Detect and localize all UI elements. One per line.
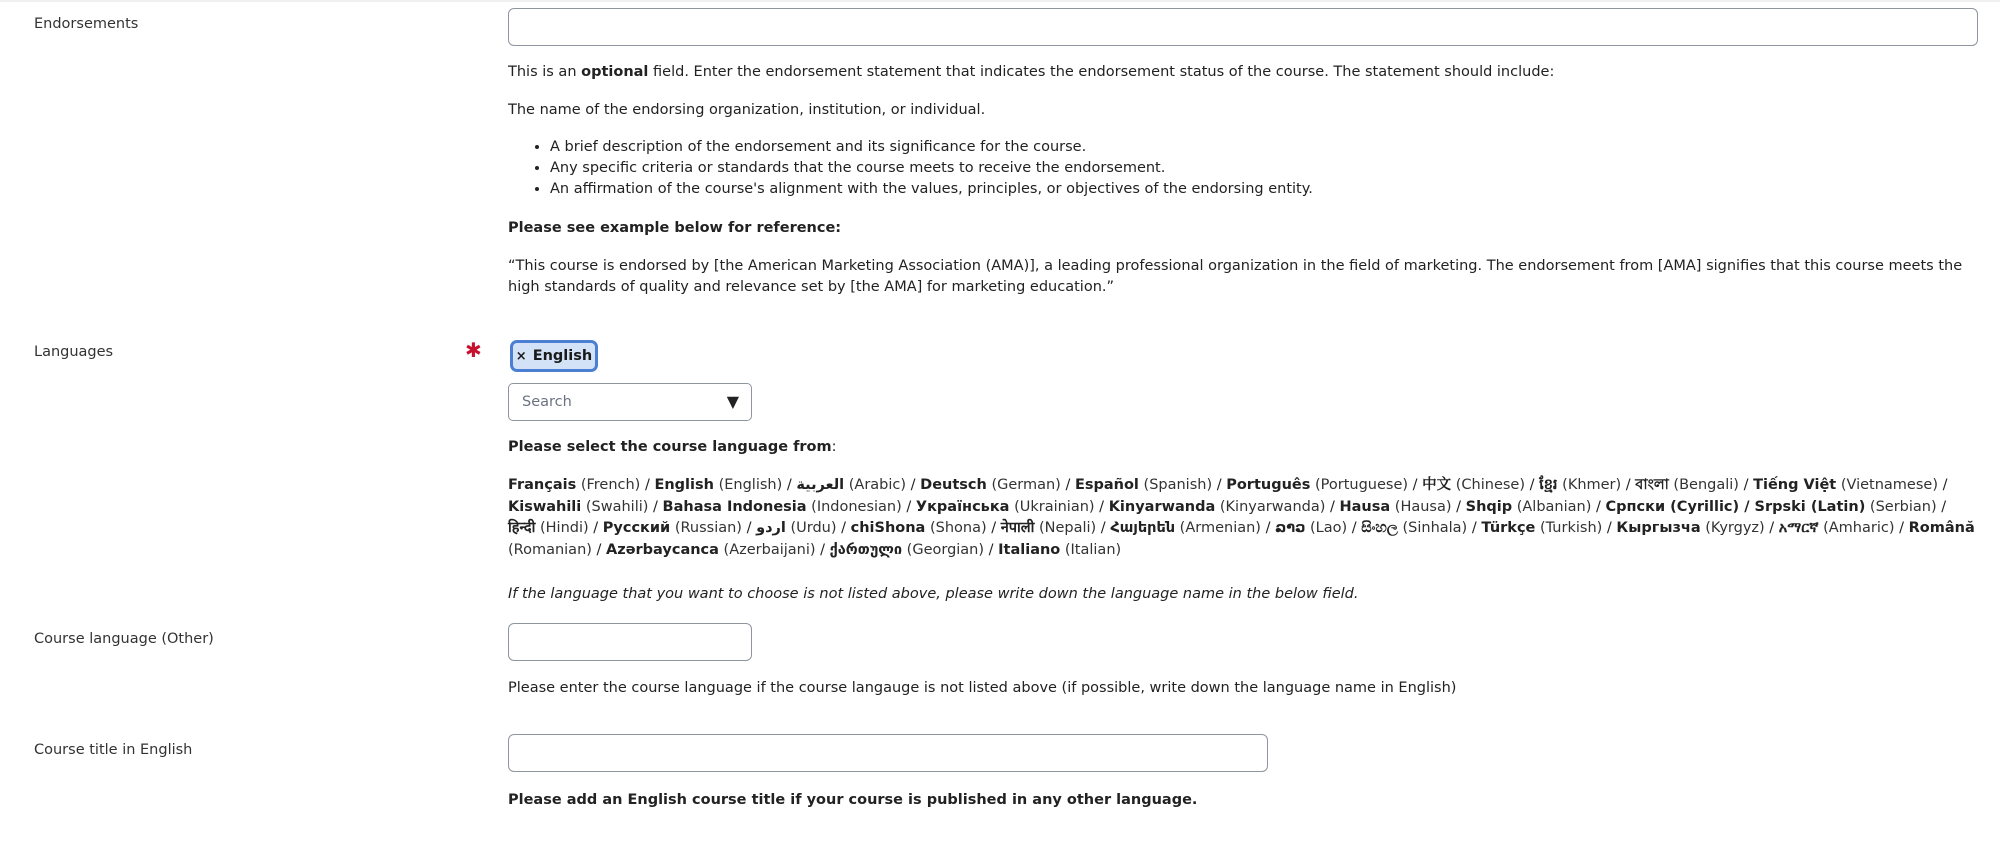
- language-english-name: (Lao): [1305, 520, 1348, 536]
- language-search-select[interactable]: [508, 383, 752, 421]
- language-separator: /: [1094, 498, 1109, 515]
- language-option: [1226, 477, 1408, 493]
- language-option: [1753, 477, 1938, 493]
- language-separator: /: [1212, 477, 1227, 493]
- language-english-name: (English): [713, 477, 783, 493]
- course-title-english-input[interactable]: [508, 734, 1268, 772]
- language-english-name: (Serbian): [1865, 498, 1937, 515]
- language-native-name: Հայերեն: [1110, 520, 1176, 536]
- language-english-name: (Armenian): [1175, 520, 1261, 536]
- language-native-name: Azərbaycanca: [606, 541, 719, 558]
- endorsements-help-name: The name of the endorsing organization, institution, or individual.: [508, 102, 986, 118]
- language-option: [663, 499, 902, 515]
- course-title-english-label: Course title in English: [34, 742, 193, 758]
- language-native-name: Español: [1074, 477, 1139, 493]
- language-option: [1109, 499, 1326, 515]
- language-native-name: chiShona: [850, 520, 926, 536]
- language-native-name: Bahasa Indonesia: [662, 498, 807, 515]
- language-option: [508, 499, 648, 515]
- language-native-name: Deutsch: [920, 477, 987, 493]
- language-separator: /: [640, 477, 655, 493]
- language-native-name: বাংলা: [1635, 477, 1669, 493]
- language-separator: /: [1936, 498, 1947, 515]
- selected-language-label: English: [532, 348, 593, 364]
- course-language-other-label: Course language (Other): [34, 631, 214, 647]
- language-separator: /: [906, 477, 921, 493]
- list-item: • A brief description of the endorsement and its significance for the course.: [550, 137, 1313, 158]
- language-native-name: 中文: [1422, 477, 1452, 493]
- language-separator: /: [1467, 520, 1482, 536]
- language-native-name: العربية: [796, 477, 845, 493]
- language-option: [1606, 499, 1937, 515]
- language-native-name: Русский: [602, 520, 671, 536]
- language-option: [1361, 520, 1467, 536]
- language-english-name: (Russian): [670, 520, 742, 536]
- language-native-name: Hausa: [1339, 498, 1391, 515]
- language-separator: /: [782, 477, 797, 493]
- language-options-list: [508, 475, 1978, 561]
- list-item: • Any specific criteria or standards that the course meets to receive the endorsement.: [550, 158, 1313, 179]
- language-english-name: (Chinese): [1451, 477, 1526, 493]
- language-english-name: (Azerbaijani): [718, 541, 816, 558]
- language-option: [851, 520, 987, 536]
- language-option: [1275, 520, 1347, 536]
- top-divider: [0, 0, 2000, 2]
- language-english-name: (Urdu): [785, 520, 837, 536]
- language-english-name: (Georgian): [902, 541, 985, 558]
- language-option: [1422, 477, 1525, 493]
- language-separator: /: [1938, 477, 1948, 493]
- language-native-name: ქართული: [829, 541, 903, 558]
- language-option: [756, 520, 836, 536]
- language-english-name: (Swahili): [581, 498, 649, 515]
- language-english-name: (Spanish): [1138, 477, 1213, 493]
- language-separator: /: [1764, 520, 1779, 536]
- language-english-name: (Portuguese): [1310, 477, 1409, 493]
- help-intro-post: field. Enter the endorsement statement that indicates the endorsement status of the course. The statement should include:: [648, 64, 1555, 80]
- language-english-name: (French): [576, 477, 641, 493]
- language-separator: /: [836, 520, 851, 536]
- language-english-name: (Shona): [925, 520, 987, 536]
- language-separator: /: [1525, 477, 1540, 493]
- other-language-note: If the language that you want to choose is not listed above, please write down the language name in the below field.: [508, 586, 1359, 602]
- search-placeholder: Search: [522, 394, 572, 410]
- language-option: [920, 477, 1061, 493]
- language-option: [1001, 520, 1096, 536]
- example-text: “This course is endorsed by [the American Marketing Association (AMA)], a leading professional organization in the field of marketing. The endorsement from [AMA] signifies that this course meets the high standards of quality and relevance set by [the AMA] for marketing education.”: [508, 258, 1963, 295]
- language-native-name: සිංහල: [1361, 520, 1398, 536]
- language-separator: /: [1451, 498, 1466, 515]
- language-option: [508, 520, 589, 536]
- language-english-name: (Kyrgyz): [1700, 520, 1765, 536]
- course-language-other-input[interactable]: [508, 623, 752, 661]
- language-native-name: नेपाली: [1000, 520, 1035, 536]
- language-separator: /: [591, 541, 607, 558]
- help-heading-colon: :: [831, 439, 837, 455]
- language-separator: /: [901, 498, 916, 515]
- language-english-name: (Sinhala): [1397, 520, 1468, 536]
- language-option: [1779, 520, 1895, 536]
- languages-label: Languages: [34, 344, 114, 360]
- endorsements-criteria-list: [508, 137, 1313, 200]
- language-english-name: (Bengali): [1668, 477, 1739, 493]
- language-option: [1466, 499, 1592, 515]
- language-native-name: Italiano: [998, 541, 1061, 558]
- help-intro-pre: This is an: [508, 64, 582, 80]
- language-native-name: Français: [508, 477, 577, 493]
- language-option: [1539, 477, 1621, 493]
- language-option: [606, 542, 816, 558]
- language-separator: /: [1408, 477, 1423, 493]
- help-heading-bold: Please select the course language from: [508, 439, 832, 455]
- language-native-name: ខ្មែរ: [1539, 477, 1558, 493]
- language-english-name: (Albanian): [1512, 498, 1592, 515]
- language-english-name: (Hausa): [1390, 498, 1452, 515]
- language-separator: /: [588, 520, 603, 536]
- language-native-name: Português: [1226, 477, 1311, 493]
- course-title-english-help: Please add an English course title if your course is published in any other language.: [508, 792, 1198, 808]
- example-heading: Please see example below for reference:: [508, 220, 842, 236]
- language-english-name: (Turkish): [1535, 520, 1603, 536]
- language-native-name: اردو: [756, 520, 786, 536]
- language-english-name: (Nepali): [1034, 520, 1097, 536]
- language-option: [998, 542, 1121, 558]
- language-english-name: (Arabic): [844, 477, 907, 493]
- required-icon: ✱: [465, 338, 482, 362]
- remove-tag-icon[interactable]: ×: [515, 348, 527, 364]
- language-native-name: Kinyarwanda: [1108, 498, 1216, 515]
- selected-language-tag[interactable]: [510, 340, 598, 372]
- language-option: [508, 477, 640, 493]
- language-native-name: Српски (Cyrillic) / Srpski (Latin): [1605, 498, 1866, 515]
- language-native-name: ລາວ: [1275, 520, 1306, 536]
- language-option: [1481, 520, 1602, 536]
- endorsements-input[interactable]: [508, 8, 1978, 46]
- language-english-name: (Romanian): [508, 541, 592, 558]
- language-separator: /: [1096, 520, 1111, 536]
- language-separator: /: [741, 520, 757, 536]
- language-option: [654, 477, 782, 493]
- language-option: [1340, 499, 1452, 515]
- list-item: • An affirmation of the course's alignment with the values, principles, or objectives of the endorsing entity.: [550, 179, 1313, 200]
- language-separator: /: [1621, 477, 1636, 493]
- course-language-other-help: Please enter the course language if the course langauge is not listed above (if possible, write down the language name in English): [508, 680, 1457, 696]
- endorsements-help-intro: [508, 62, 1978, 83]
- help-intro-bold: optional: [581, 64, 649, 80]
- endorsements-label: Endorsements: [34, 16, 139, 32]
- language-separator: /: [1894, 520, 1909, 536]
- language-english-name: (Vietnamese): [1836, 477, 1938, 493]
- language-native-name: አማርኛ: [1778, 520, 1819, 536]
- language-native-name: Română: [1908, 520, 1975, 536]
- language-separator: /: [986, 520, 1001, 536]
- language-separator: /: [1591, 498, 1606, 515]
- language-native-name: Shqip: [1465, 498, 1513, 515]
- language-option: [603, 520, 742, 536]
- language-option: [1075, 477, 1212, 493]
- language-separator: /: [1325, 498, 1340, 515]
- language-english-name: (Khmer): [1557, 477, 1622, 493]
- language-separator: /: [648, 498, 663, 515]
- language-option: [1110, 520, 1261, 536]
- language-separator: /: [815, 541, 830, 558]
- chevron-down-icon[interactable]: ▼: [726, 392, 739, 411]
- language-separator: /: [1260, 520, 1276, 536]
- language-option: [1616, 520, 1764, 536]
- language-native-name: Türkçe: [1481, 520, 1536, 536]
- language-native-name: English: [654, 477, 714, 493]
- language-english-name: (Ukrainian): [1009, 498, 1095, 515]
- language-english-name: (Hindi): [535, 520, 589, 536]
- language-english-name: (Kinyarwanda): [1215, 498, 1326, 515]
- language-separator: /: [1738, 477, 1754, 493]
- language-separator: /: [984, 541, 999, 558]
- language-separator: /: [1347, 520, 1362, 536]
- language-native-name: Українська: [915, 498, 1010, 515]
- language-option: [1635, 477, 1739, 493]
- languages-help-heading: [508, 437, 1978, 458]
- language-english-name: (Indonesian): [806, 498, 902, 515]
- language-native-name: Kiswahili: [508, 498, 582, 515]
- language-native-name: Tiếng Việt: [1753, 477, 1837, 493]
- language-native-name: हिन्दी: [508, 520, 536, 536]
- language-option: [830, 542, 984, 558]
- language-separator: /: [1602, 520, 1617, 536]
- language-english-name: (Amharic): [1818, 520, 1895, 536]
- language-option: [796, 477, 906, 493]
- language-separator: /: [1060, 477, 1075, 493]
- language-option: [916, 499, 1095, 515]
- language-native-name: Кыргызча: [1616, 520, 1701, 536]
- language-english-name: (Italian): [1060, 541, 1122, 558]
- language-english-name: (German): [986, 477, 1061, 493]
